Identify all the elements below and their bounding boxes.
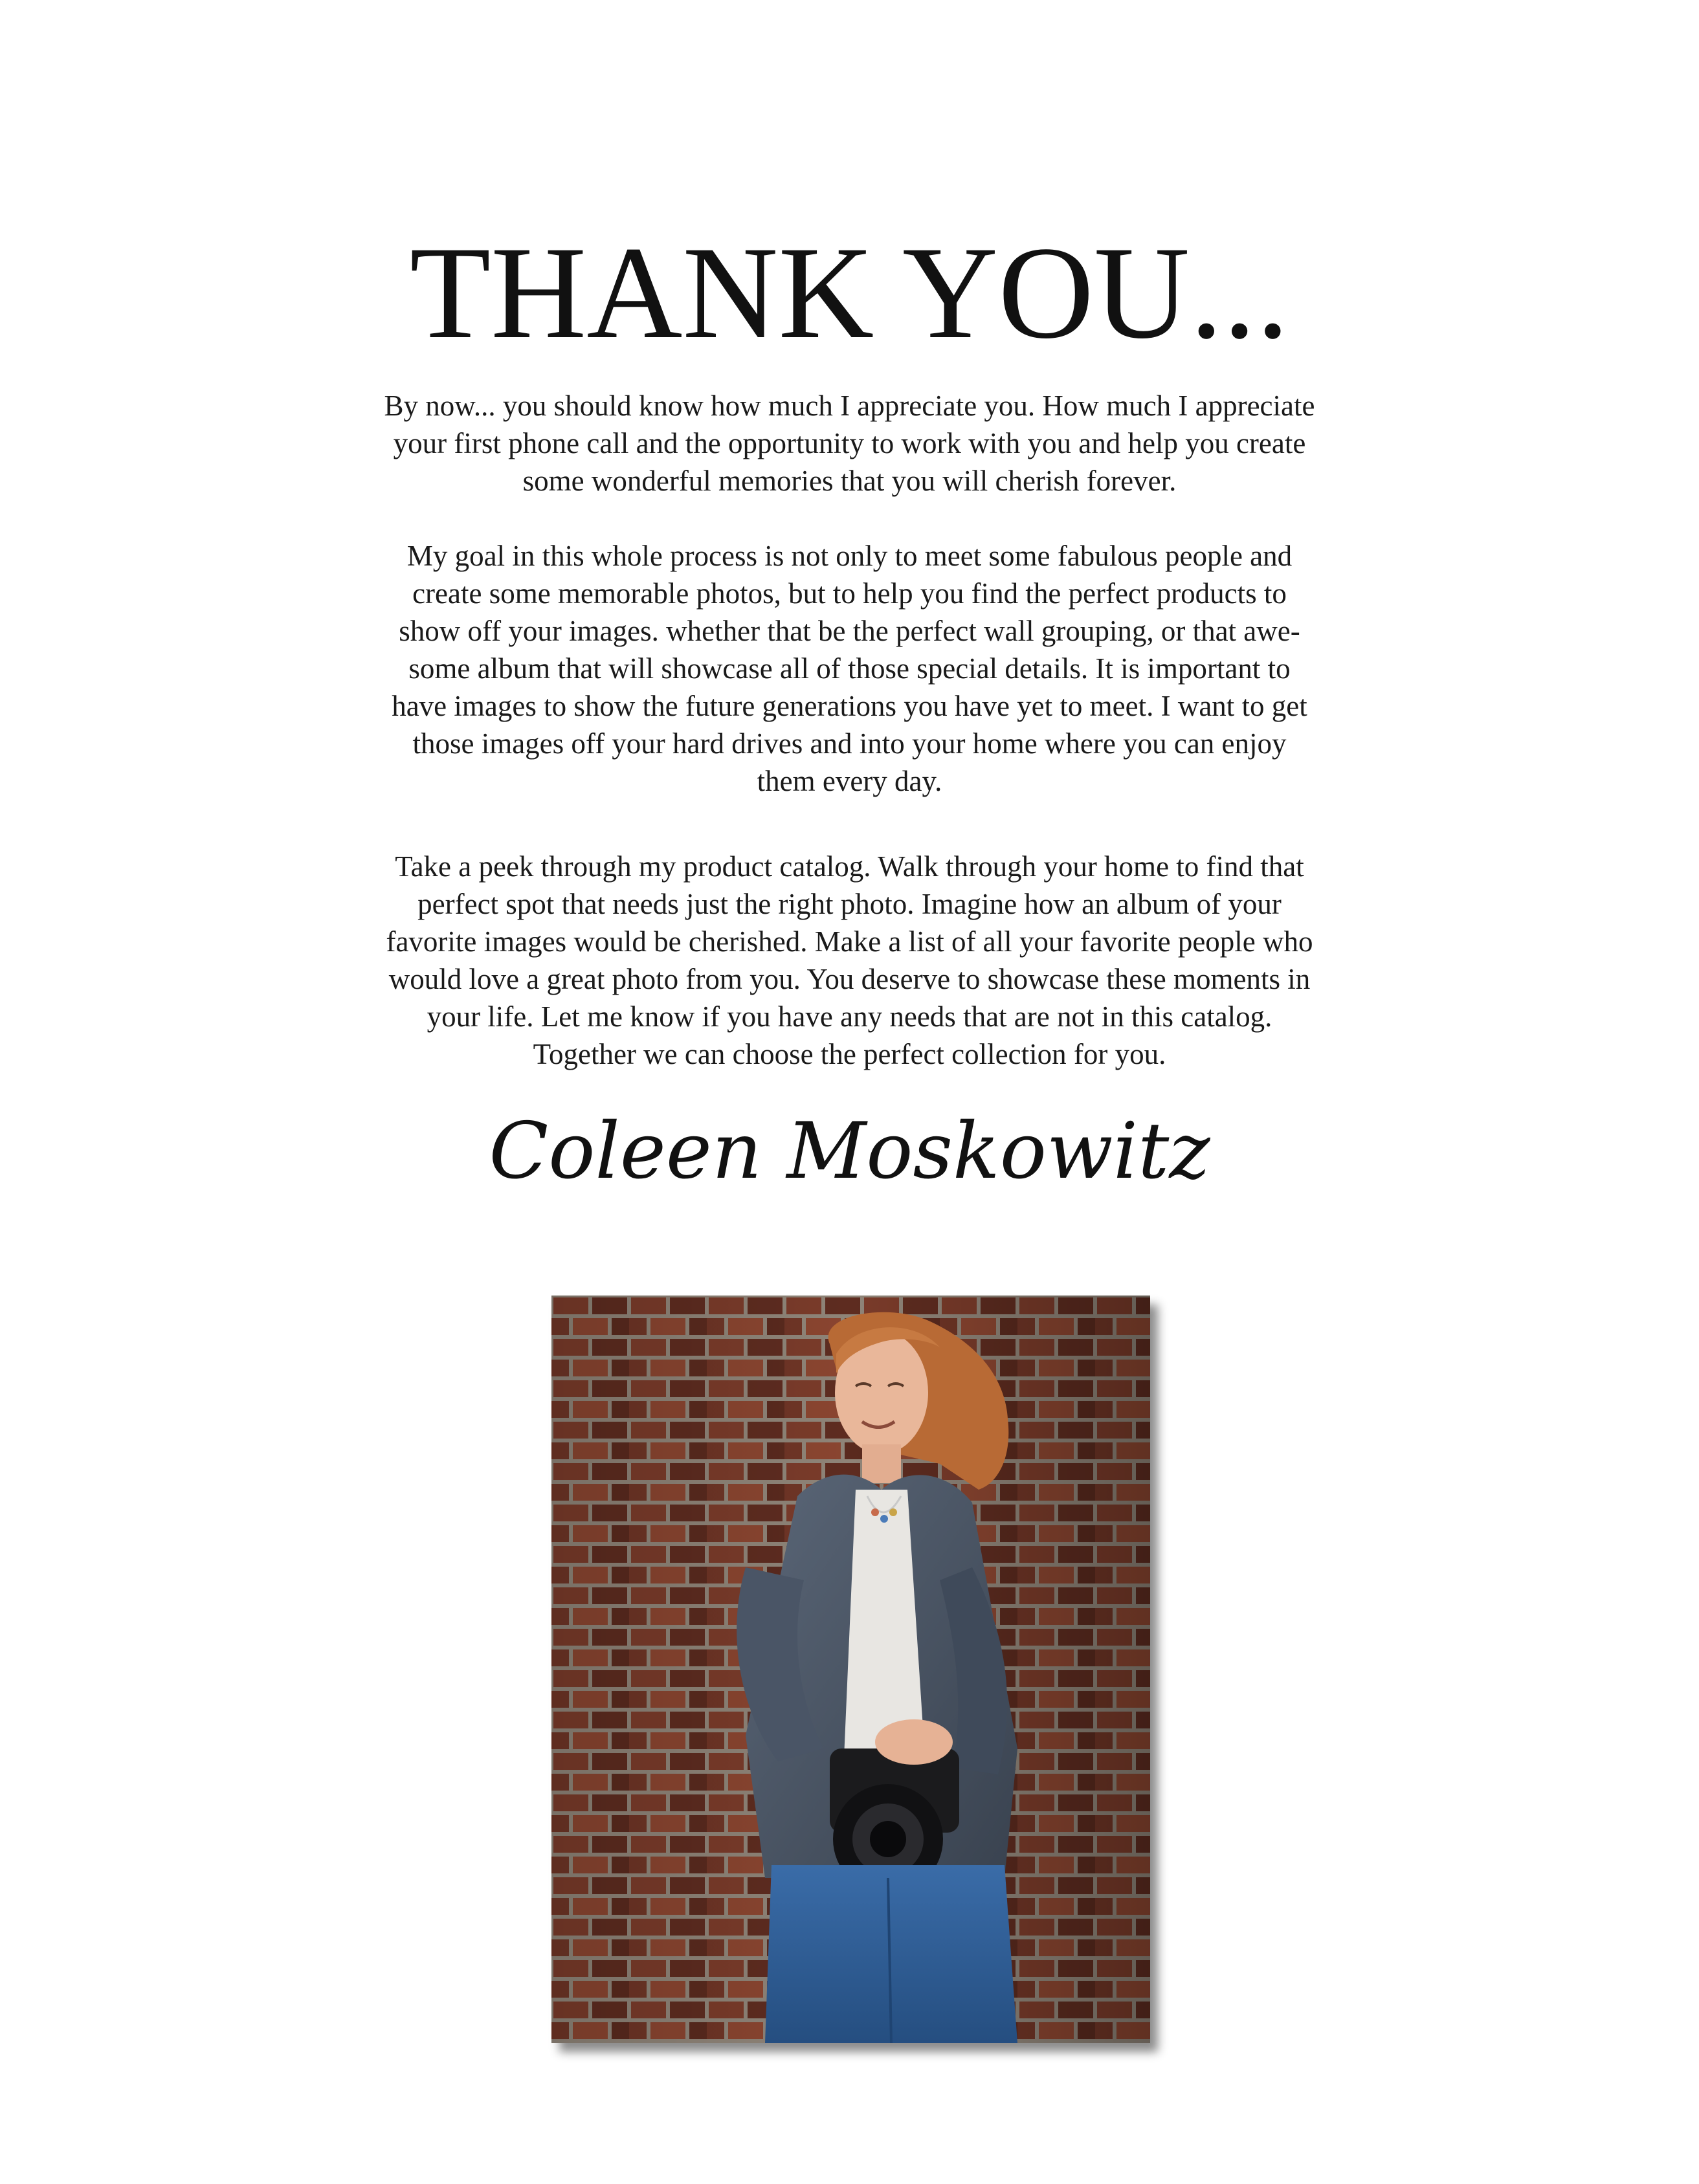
page-title: THANK YOU... [410, 219, 1289, 366]
text-line: show off your images. whether that be the perfect wall grouping, or that awe- [399, 615, 1300, 647]
text-line: create some memorable photos, but to help you find the perfect products to [412, 577, 1287, 610]
portrait-image [551, 1296, 1150, 2043]
text-line: would love a great photo from you. You deserve to showcase these moments in [388, 963, 1311, 995]
text-line: some wonderful memories that you will cherish forever. [522, 465, 1177, 497]
signature: Coleen Moskowitz [489, 1107, 1210, 1197]
text-line: them every day. [757, 765, 942, 797]
text-line: By now... you should know how much I appreciate you. How much I appreciate [384, 390, 1315, 422]
text-line: perfect spot that needs just the right photo. Imagine how an album of your [417, 888, 1282, 920]
text-line: your life. Let me know if you have any needs that are not in this catalog. [427, 1000, 1272, 1033]
text-line: some album that will showcase all of those special details. It is important to [408, 652, 1291, 685]
text-line: your first phone call and the opportunity to work with you and help you create [393, 427, 1306, 459]
paragraph-goal [291, 537, 1408, 800]
text-line: those images off your hard drives and into your home where you can enjoy [412, 727, 1287, 760]
text-line: Take a peek through my product catalog. Walk through your home to find that [395, 850, 1304, 883]
text-line: Together we can choose the perfect collection for you. [533, 1038, 1166, 1070]
text-line: favorite images would be cherished. Make a list of all your favorite people who [386, 925, 1313, 958]
paragraph-catalog [291, 848, 1408, 1073]
text-line: have images to show the future generations you have yet to meet. I want to get [392, 690, 1307, 722]
paragraph-appreciation [291, 387, 1408, 500]
photographer-portrait [551, 1296, 1150, 2043]
text-line: My goal in this whole process is not only to meet some fabulous people and [406, 540, 1293, 572]
